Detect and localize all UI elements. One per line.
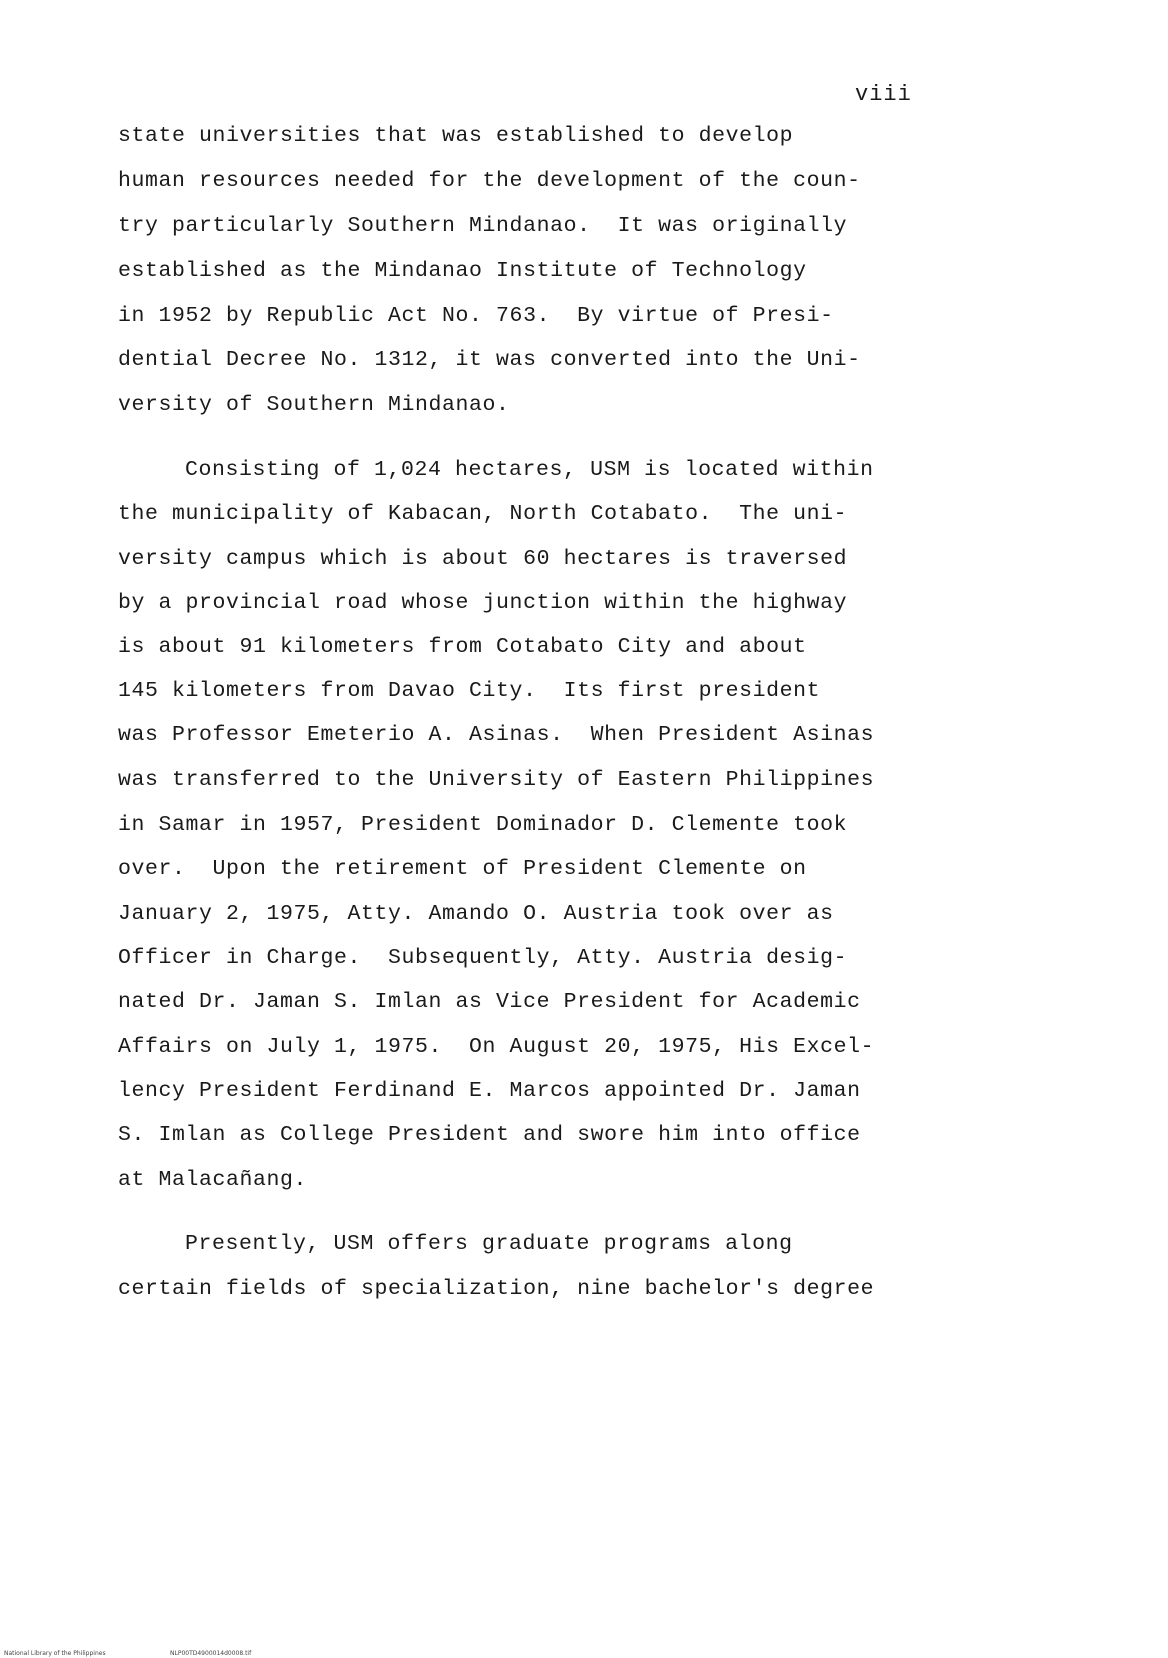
text-line: state universities that was established to develop	[118, 124, 794, 148]
scan-footer-library: National Library of the Philippines	[4, 1650, 106, 1657]
text-line: was Professor Emeterio A. Asinas. When President Asinas	[118, 723, 875, 747]
text-line: the municipality of Kabacan, North Cotabato. The uni-	[118, 502, 848, 526]
text-line: by a provincial road whose junction within the highway	[118, 591, 848, 615]
text-line: try particularly Southern Mindanao. It was originally	[118, 214, 848, 238]
text-line: 145 kilometers from Davao City. Its first president	[118, 679, 821, 703]
text-line: human resources needed for the development of the coun-	[118, 169, 861, 193]
text-line: January 2, 1975, Atty. Amando O. Austria took over as	[118, 902, 834, 926]
text-line: versity of Southern Mindanao.	[118, 393, 510, 417]
text-line: S. Imlan as College President and swore him into office	[118, 1123, 861, 1147]
text-line: Officer in Charge. Subsequently, Atty. Austria desig-	[118, 946, 848, 970]
text-line: over. Upon the retirement of President Clemente on	[118, 857, 807, 881]
text-line: versity campus which is about 60 hectares is traversed	[118, 547, 848, 571]
text-line: Presently, USM offers graduate programs along	[185, 1232, 793, 1256]
text-line: Affairs on July 1, 1975. On August 20, 1975, His Excel-	[118, 1035, 875, 1059]
text-line: in Samar in 1957, President Dominador D. Clemente took	[118, 813, 848, 837]
text-line: Consisting of 1,024 hectares, USM is located within	[185, 458, 874, 482]
text-line: lency President Ferdinand E. Marcos appointed Dr. Jaman	[118, 1079, 861, 1103]
text-line: nated Dr. Jaman S. Imlan as Vice President for Academic	[118, 990, 861, 1014]
text-line: certain fields of specialization, nine bachelor's degree	[118, 1277, 875, 1301]
text-line: dential Decree No. 1312, it was converted into the Uni-	[118, 348, 861, 372]
text-line: at Malacañang.	[118, 1168, 308, 1192]
text-line: established as the Mindanao Institute of Technology	[118, 259, 807, 283]
text-line: is about 91 kilometers from Cotabato City and about	[118, 635, 807, 659]
text-line: was transferred to the University of Eastern Philippines	[118, 768, 875, 792]
text-line: in 1952 by Republic Act No. 763. By virtue of Presi-	[118, 304, 834, 328]
scan-footer-filename: NLP00TD4900014d0008.tif	[170, 1650, 252, 1657]
page-number: viii	[855, 82, 912, 107]
